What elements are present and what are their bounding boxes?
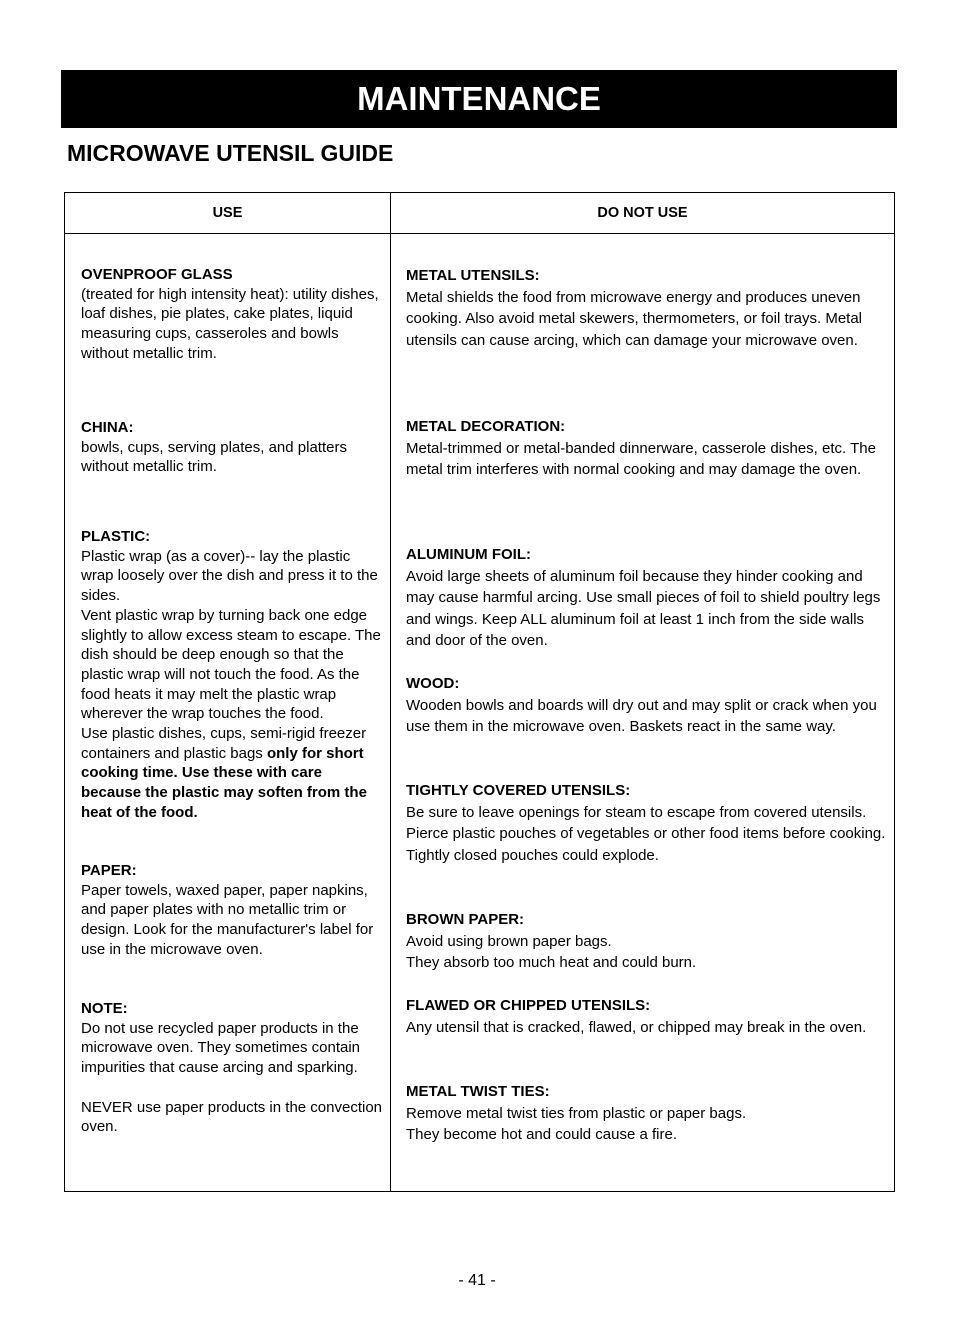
item-text: Metal shields the food from microwave energy and produces uneven cooking. Also avoid metal skewers, thermometers, or foil trays. Metal utensils can cause arcing, which can damage your microwave oven.: [406, 288, 863, 349]
item-title: ALUMINUM FOIL:: [406, 546, 531, 563]
item-text: Avoid using brown paper bags.: [406, 932, 612, 950]
column-header-do-not-use: DO NOT USE: [597, 205, 688, 221]
list-item-metal-decoration: [406, 416, 886, 481]
section-banner: [61, 70, 897, 128]
list-item-wood: [406, 673, 886, 738]
list-item-note: [81, 999, 386, 1137]
column-divider: [390, 193, 391, 1191]
item-title: NOTE:: [81, 1000, 128, 1017]
item-text: bowls, cups, serving plates, and platters without metallic trim.: [81, 438, 347, 476]
item-text: Wooden bowls and boards will dry out and may split or crack when you use them in the microwave oven. Baskets react in the same way.: [406, 696, 877, 735]
item-text: (treated for high intensity heat): utility dishes, loaf dishes, pie plates, cake plates, liquid measuring cups, casseroles and bowls without metallic trim.: [81, 285, 379, 362]
list-item-plastic: [81, 527, 386, 823]
item-title: PLASTIC:: [81, 528, 151, 545]
page-title: MAINTENANCE: [357, 80, 601, 117]
list-item-brown-paper: [406, 909, 886, 974]
item-title: FLAWED OR CHIPPED UTENSILS:: [406, 997, 651, 1014]
item-text: They absorb too much heat and could burn.: [406, 954, 697, 971]
utensil-guide-table: [64, 192, 895, 1192]
item-warning: only for short cooking time. Use these with care because the plastic may soften from the heat of the food.: [81, 744, 367, 821]
page-number: - 41 -: [458, 1272, 496, 1289]
list-item-paper: [81, 861, 386, 960]
list-item-flawed-utensils: [406, 995, 886, 1038]
item-title: BROWN PAPER:: [406, 911, 525, 928]
item-text: Vent plastic wrap by turning back one edge slightly to allow excess steam to escape. The dish should be deep enough so that the plastic wrap will not touch the food. As the food heats it may melt the plastic wrap wherever the wrap touches the food.: [81, 606, 381, 723]
item-title: PAPER:: [81, 862, 137, 879]
column-header-use: USE: [212, 205, 243, 221]
item-text: Be sure to leave openings for steam to escape from covered utensils. Pierce plastic pouches of vegetables or other food items before cooking. Tightly closed pouches could explode.: [406, 803, 886, 864]
list-item-aluminum-foil: [406, 544, 886, 652]
list-item-tightly-covered-utensils: [406, 780, 886, 866]
item-title: METAL DECORATION:: [406, 418, 566, 435]
item-text: Paper towels, waxed paper, paper napkins, and paper plates with no metallic trim or design. Look for the manufacturer's label for use in the microwave oven.: [81, 881, 374, 958]
list-item-ovenproof-glass: [81, 265, 386, 364]
item-text: Any utensil that is cracked, flawed, or chipped may break in the oven.: [406, 1018, 867, 1036]
item-text: NEVER use paper products in the convection oven.: [81, 1098, 383, 1136]
list-item-metal-twist-ties: [406, 1081, 886, 1146]
item-text-with-warning: [81, 724, 386, 823]
item-text: Do not use recycled paper products in the microwave oven. They sometimes contain impurities that cause arcing and sparking.: [81, 1019, 361, 1077]
section-subtitle: MICROWAVE UTENSIL GUIDE: [67, 140, 394, 166]
item-title: OVENPROOF GLASS: [81, 266, 233, 283]
item-title: TIGHTLY COVERED UTENSILS:: [406, 782, 631, 799]
item-title: METAL UTENSILS:: [406, 267, 540, 284]
item-title: CHINA:: [81, 419, 134, 436]
item-text: Remove metal twist ties from plastic or paper bags.: [406, 1104, 747, 1122]
list-item-china: [81, 418, 386, 477]
item-title: WOOD:: [406, 675, 460, 692]
item-text: They become hot and could cause a fire.: [406, 1126, 677, 1143]
item-text: Metal-trimmed or metal-banded dinnerware, casserole dishes, etc. The metal trim interferes with normal cooking and may damage the oven.: [406, 439, 876, 478]
item-title: METAL TWIST TIES:: [406, 1083, 550, 1100]
list-item-metal-utensils: [406, 265, 886, 351]
item-text: Use plastic dishes, cups, semi-rigid freezer containers and plastic bags: [81, 725, 367, 762]
item-text: Plastic wrap (as a cover)-- lay the plastic wrap loosely over the dish and press it to the sides.: [81, 547, 378, 605]
item-text: Avoid large sheets of aluminum foil because they hinder cooking and may cause harmful arcing. Use small pieces of foil to shield poultry legs and wings. Keep ALL aluminum foil at least 1 inch from the side walls and door of the oven.: [406, 567, 881, 649]
table-header-row: [65, 193, 894, 234]
